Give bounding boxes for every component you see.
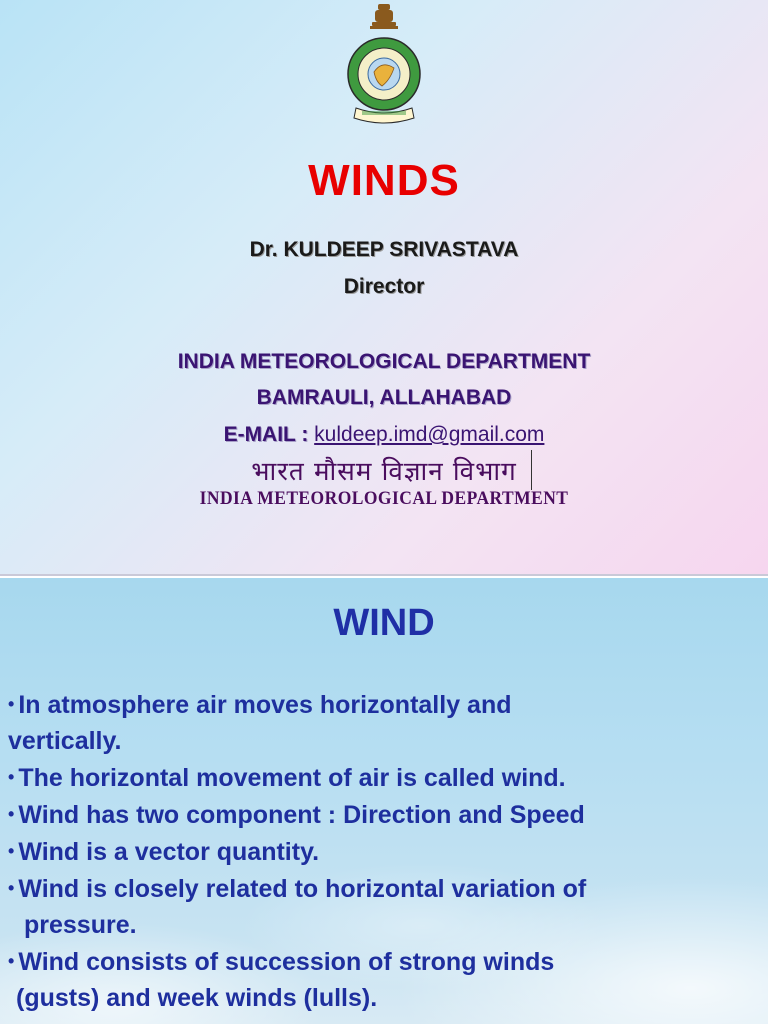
- email-label: E-MAIL :: [223, 423, 315, 446]
- list-item: [8, 686, 748, 759]
- bullet-text-continuation: (gusts) and week winds (lulls).: [16, 984, 378, 1012]
- list-item: [8, 796, 748, 833]
- english-department-name: INDIA METEOROLOGICAL DEPARTMENT: [199, 488, 569, 509]
- wind-slide: [0, 578, 768, 1024]
- bullet-text: Wind is a vector quantity.: [18, 838, 320, 866]
- bullet-icon: •: [8, 804, 15, 824]
- slide-title: WINDS: [308, 156, 460, 205]
- bullet-icon: •: [8, 694, 15, 714]
- text-cursor-divider: [531, 450, 532, 490]
- author-name: Dr. KULDEEP SRIVASTAVA: [249, 238, 519, 261]
- email-link[interactable]: kuldeep.imd@gmail.com: [314, 423, 545, 446]
- bullet-text-continuation: vertically.: [8, 727, 122, 755]
- list-item: [8, 833, 748, 870]
- hindi-department-name: भारत मौसम विज्ञान विभाग: [251, 457, 517, 487]
- list-item: [8, 870, 748, 943]
- bullet-text: Wind is closely related to horizontal variation of: [18, 875, 587, 903]
- bullet-list: [8, 686, 748, 1016]
- organization-location: BAMRAULI, ALLAHABAD: [256, 386, 512, 409]
- list-item: [8, 759, 748, 796]
- email-line: [0, 423, 768, 447]
- bullet-text: In atmosphere air moves horizontally and: [18, 691, 512, 719]
- slide-title: WIND: [333, 602, 435, 644]
- bullet-text: The horizontal movement of air is called wind.: [18, 764, 566, 792]
- author-designation: Director: [343, 275, 425, 298]
- bullet-icon: •: [8, 767, 15, 787]
- bullet-text: Wind consists of succession of strong winds: [18, 948, 555, 976]
- imd-emblem-logo: [334, 2, 434, 132]
- list-item: [8, 943, 748, 1016]
- organization-name: INDIA METEOROLOGICAL DEPARTMENT: [177, 350, 591, 373]
- bullet-icon: •: [8, 878, 15, 898]
- bullet-icon: •: [8, 841, 15, 861]
- bullet-icon: •: [8, 951, 15, 971]
- bullet-text: Wind has two component : Direction and Speed: [18, 801, 585, 829]
- bullet-text-continuation: pressure.: [24, 911, 137, 939]
